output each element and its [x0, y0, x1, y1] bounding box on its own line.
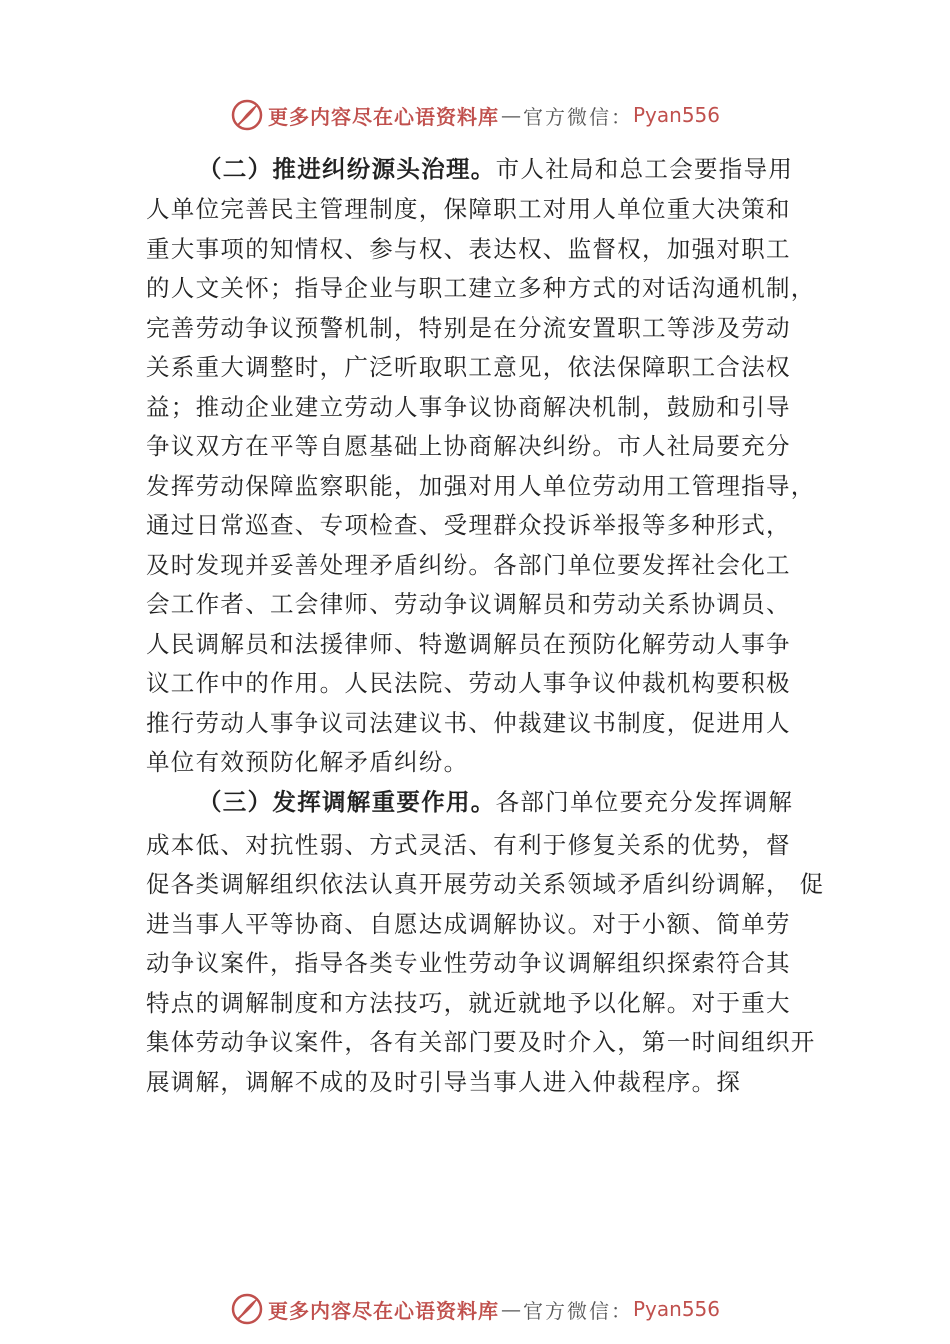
section2-line-8: 发挥劳动保障监察职能，加强对用人单位劳动用工管理指导， [146, 472, 816, 500]
section3-line-5: 特点的调解制度和方法技巧，就近就地予以化解。对于重大 [146, 989, 791, 1017]
section2-line-14: 推行劳动人事争议司法建议书、仲裁建议书制度，促进用人 [146, 709, 791, 737]
section2-line-9: 通过日常巡查、专项检查、受理群众投诉举报等多种形式， [146, 511, 791, 539]
section3-line-7: 展调解，调解不成的及时引导当事人进入仲裁程序。探 [146, 1068, 742, 1096]
section2-heading: （二）推进纠纷源头治理。 [198, 155, 496, 183]
watermark-wechat-id: Pyan556 [632, 1297, 720, 1321]
section3-line-2: 促各类调解组织依法认真开展劳动关系领域矛盾纠纷调解， 促 [146, 870, 825, 898]
watermark-wechat-id: Pyan556 [632, 103, 720, 127]
watermark-separator: — [500, 1297, 521, 1321]
section2-line-3: 的人文关怀；指导企业与职工建立多种方式的对话沟通机制， [146, 274, 816, 302]
footer-watermark [0, 1289, 950, 1329]
section2-line-12: 人民调解员和法援律师、特邀调解员在预防化解劳动人事争 [146, 630, 791, 658]
section2-line-6: 益；推动企业建立劳动人事争议协商解决机制，鼓励和引导 [146, 393, 791, 421]
section2-line-5: 关系重大调整时，广泛听取职工意见，依法保障职工合法权 [146, 353, 791, 381]
section3-heading: （三）发挥调解重要作用。 [198, 788, 496, 816]
watermark-official-label: 官方微信： [522, 104, 633, 129]
section2-line-15: 单位有效预防化解矛盾纠纷。 [146, 748, 469, 776]
header-watermark [0, 95, 950, 135]
section2-line-11: 会工作者、工会律师、劳动争议调解员和劳动关系协调员、 [146, 590, 791, 618]
section2-line-7: 争议双方在平等自愿基础上协商解决纠纷。市人社局要充分 [146, 432, 791, 460]
watermark-library-name: 更多内容尽在心语资料库 [267, 104, 499, 129]
section3-line-3: 进当事人平等协商、自愿达成调解协议。对于小额、简单劳 [146, 910, 791, 938]
feather-pen-icon [230, 98, 264, 132]
section2-first-line [198, 149, 793, 189]
section2-line-10: 及时发现并妥善处理矛盾纠纷。各部门单位要发挥社会化工 [146, 551, 791, 579]
section3-line-4: 动争议案件，指导各类专业性劳动争议调解组织探索符合其 [146, 949, 791, 977]
section2-line-13: 议工作中的作用。人民法院、劳动人事争议仲裁机构要积极 [146, 669, 791, 697]
section2-line-4: 完善劳动争议预警机制，特别是在分流安置职工等涉及劳动 [146, 314, 791, 342]
section3-line-0: 各部门单位要充分发挥调解 [495, 788, 794, 816]
watermark-library-name: 更多内容尽在心语资料库 [267, 1298, 499, 1323]
section2-line-0: 市人社局和总工会要指导用 [495, 155, 794, 183]
section3-line-6: 集体劳动争议案件，各有关部门要及时介入，第一时间组织开 [146, 1028, 816, 1056]
section3-line-1: 成本低、对抗性弱、方式灵活、有利于修复关系的优势，督 [146, 831, 791, 859]
feather-pen-icon [230, 1292, 264, 1326]
section2-line-2: 重大事项的知情权、参与权、表达权、监督权，加强对职工 [146, 235, 791, 263]
watermark-separator: — [500, 103, 521, 127]
watermark-official-label: 官方微信： [522, 1298, 633, 1323]
section2-line-1: 人单位完善民主管理制度，保障职工对用人单位重大决策和 [146, 195, 791, 223]
section3-first-line [198, 782, 793, 822]
